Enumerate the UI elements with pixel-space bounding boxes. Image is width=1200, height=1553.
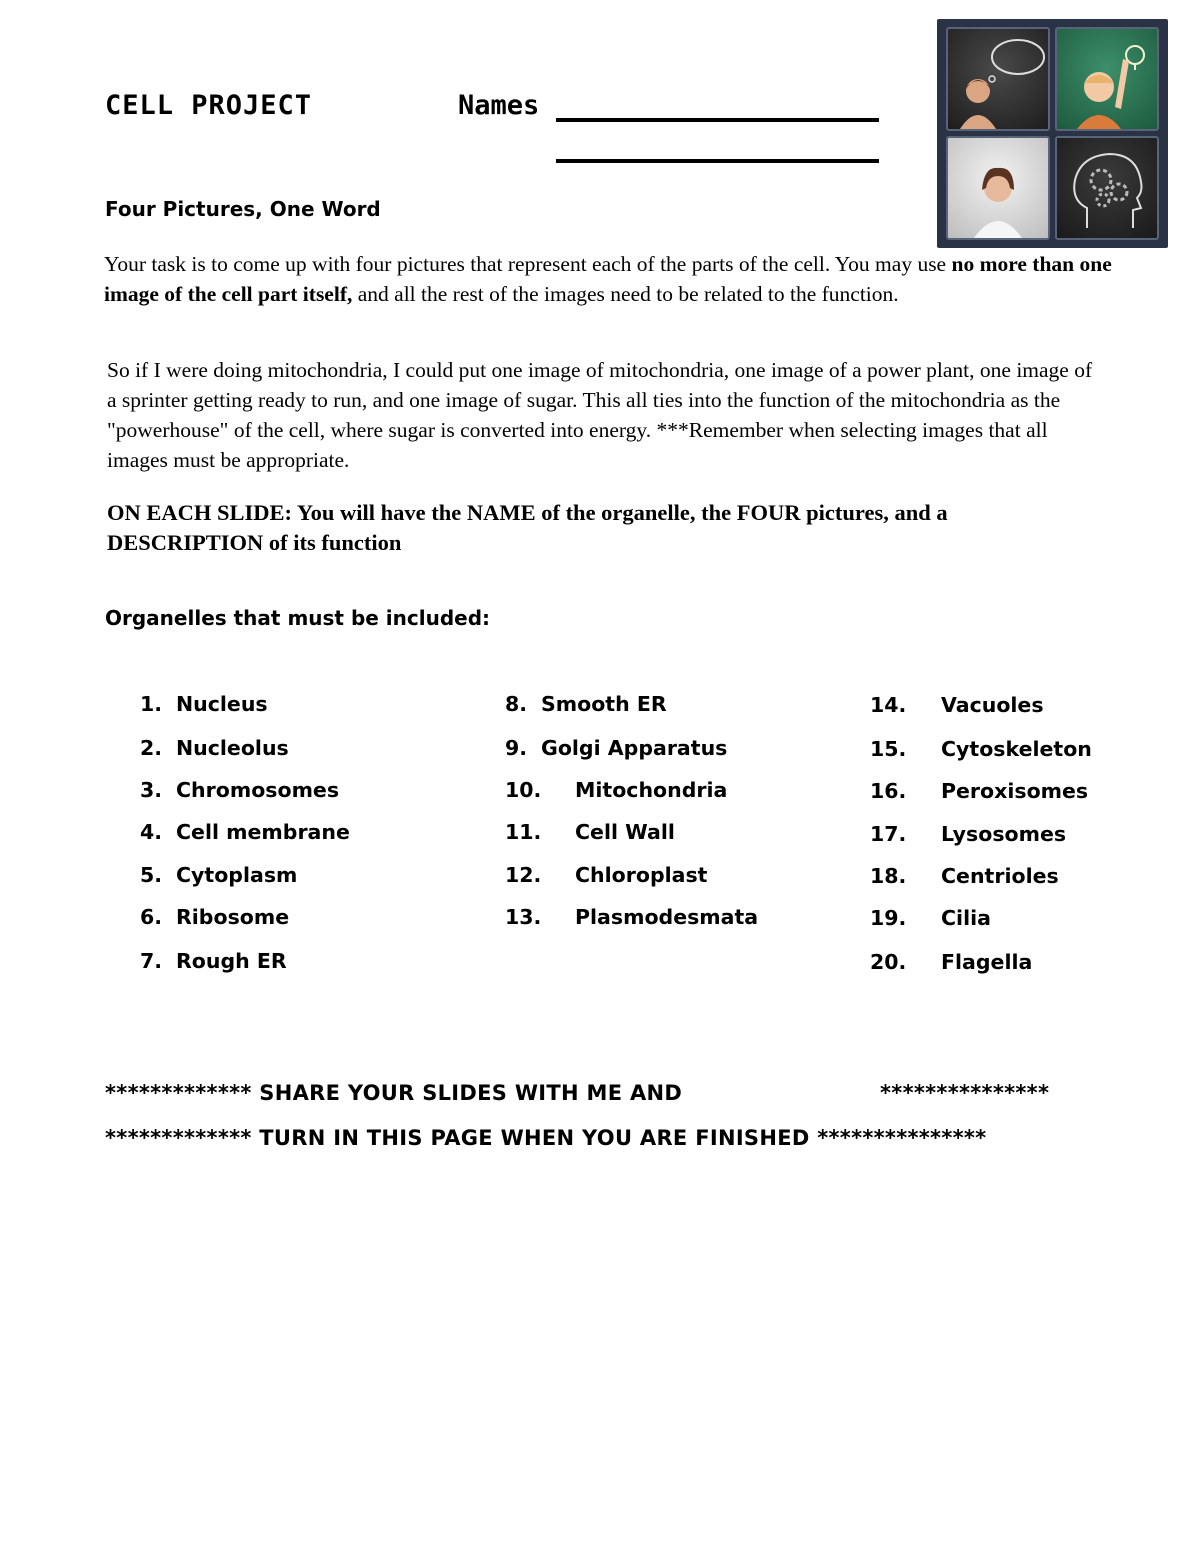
item-name: Cell Wall <box>575 820 675 844</box>
section-subtitle: Four Pictures, One Word <box>105 197 381 221</box>
gears-head-picture <box>1055 136 1159 240</box>
list-item <box>870 906 991 930</box>
item-number: 4. <box>140 820 163 844</box>
item-number: 20. <box>870 950 907 974</box>
item-number: 16. <box>870 779 907 803</box>
page-title: CELL PROJECT <box>105 90 313 121</box>
item-name: Centrioles <box>941 864 1059 888</box>
list-item <box>870 950 1032 974</box>
footer-line-1: ************* SHARE YOUR SLIDES WITH ME AND <box>105 1081 683 1105</box>
example-paragraph: So if I were doing mitochondria, I could put one image of mitochondria, one image of a power plant, one image of a sprinter getting ready to run, and one image of sugar. This all ties into the function of the mitochondria as the "powerhouse" of the cell, where sugar is converted into energy. ***Remember when selecting images that all images must be appropriate. <box>107 358 1093 472</box>
list-item <box>140 778 339 802</box>
item-number: 1. <box>140 692 163 716</box>
task-text-2: and all the rest of the images need to be related to the function. <box>352 282 899 306</box>
item-number: 13. <box>505 905 542 929</box>
slide-requirements: ON EACH SLIDE: You will have the NAME of the organelle, the FOUR pictures, and a DESCRIPTION of its function <box>107 500 948 555</box>
organelles-heading: Organelles that must be included: <box>105 606 491 630</box>
item-number: 7. <box>140 949 163 973</box>
item-number: 2. <box>140 736 163 760</box>
item-name: Nucleolus <box>176 736 289 760</box>
list-item <box>870 693 1044 717</box>
item-number: 19. <box>870 906 907 930</box>
name-line-1[interactable] <box>556 118 879 122</box>
item-name: Golgi Apparatus <box>541 736 728 760</box>
item-number: 14. <box>870 693 907 717</box>
item-name: Flagella <box>941 950 1033 974</box>
item-name: Vacuoles <box>941 693 1044 717</box>
names-label: Names <box>458 90 540 121</box>
list-item <box>505 863 707 887</box>
item-number: 10. <box>505 778 542 802</box>
list-item <box>505 778 727 802</box>
item-number: 15. <box>870 737 907 761</box>
item-name: Chloroplast <box>575 863 708 887</box>
woman-pondering-picture <box>946 136 1050 240</box>
list-item <box>505 692 667 716</box>
list-item <box>505 820 675 844</box>
item-name: Mitochondria <box>575 778 728 802</box>
list-item <box>870 864 1059 888</box>
list-item <box>870 737 1092 761</box>
footer-line-2: ************* TURN IN THIS PAGE WHEN YOU ARE FINISHED *************** <box>105 1126 987 1150</box>
task-paragraph <box>104 249 1114 309</box>
kid-idea-picture <box>1055 27 1159 131</box>
item-name: Cytoplasm <box>176 863 298 887</box>
item-number: 17. <box>870 822 907 846</box>
list-item <box>870 822 1066 846</box>
item-number: 12. <box>505 863 542 887</box>
item-name: Rough ER <box>176 949 287 973</box>
task-text-bold: no more than one image of the cell part itself, <box>104 252 1112 306</box>
list-item <box>505 905 758 929</box>
item-name: Smooth ER <box>541 692 667 716</box>
item-name: Cilia <box>941 906 991 930</box>
list-item <box>140 692 268 716</box>
item-number: 9. <box>505 736 528 760</box>
item-name: Cell membrane <box>176 820 350 844</box>
item-number: 8. <box>505 692 528 716</box>
item-number: 3. <box>140 778 163 802</box>
item-name: Nucleus <box>176 692 268 716</box>
item-name: Cytoskeleton <box>941 737 1092 761</box>
item-name: Plasmodesmata <box>575 905 759 929</box>
list-item <box>140 949 287 973</box>
item-number: 11. <box>505 820 542 844</box>
four-pictures-collage <box>937 19 1168 248</box>
thinking-woman-picture <box>946 27 1050 131</box>
item-number: 18. <box>870 864 907 888</box>
item-name: Peroxisomes <box>941 779 1089 803</box>
task-text-1: Your task is to come up with four pictures that represent each of the parts of the cell. You may use <box>104 252 952 276</box>
list-item <box>505 736 727 760</box>
footer-line-1-stars: *************** <box>880 1081 1050 1105</box>
item-name: Chromosomes <box>176 778 340 802</box>
item-number: 6. <box>140 905 163 929</box>
name-line-2[interactable] <box>556 159 879 163</box>
list-item <box>140 736 289 760</box>
item-name: Ribosome <box>176 905 290 929</box>
list-item <box>140 820 350 844</box>
item-name: Lysosomes <box>941 822 1067 846</box>
list-item <box>140 905 289 929</box>
list-item <box>140 863 297 887</box>
item-number: 5. <box>140 863 163 887</box>
list-item <box>870 779 1088 803</box>
